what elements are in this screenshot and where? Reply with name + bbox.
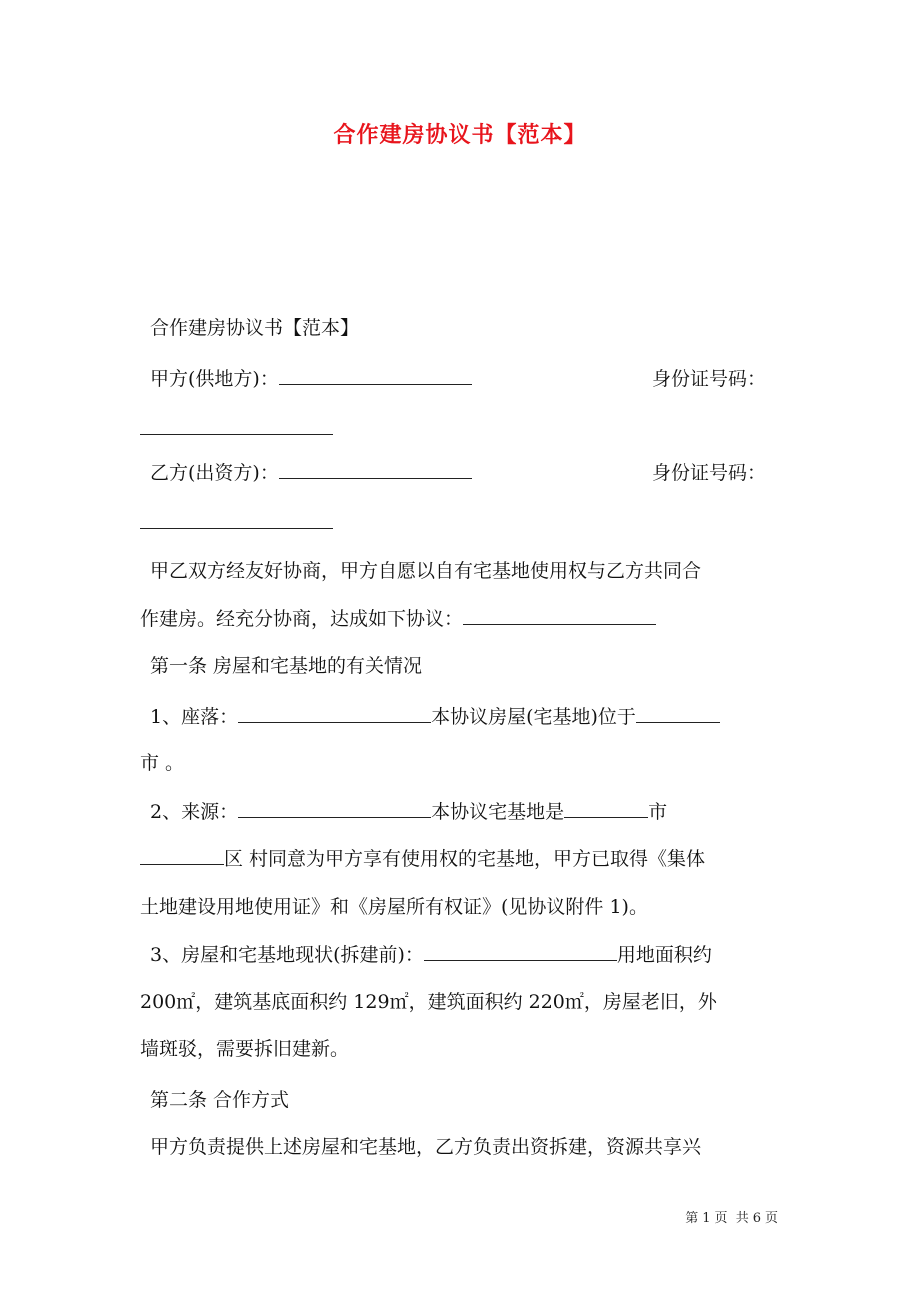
section-2-blank-b: [564, 799, 648, 818]
party-a-id-line: [140, 416, 333, 442]
section-1-text: 本协议房屋(宅基地)位于: [431, 706, 636, 728]
section-2-blank-c: [140, 846, 224, 865]
article-2-heading: 第二条 合作方式: [150, 1089, 290, 1111]
section-3-line-1: [150, 942, 712, 968]
party-a-id-blank: [140, 416, 333, 435]
party-b-label: 乙方(出资方)：: [150, 462, 279, 484]
doc-heading: 合作建房协议书【范本】: [150, 317, 360, 339]
page-footer: [683, 1207, 780, 1226]
section-2-line-2: [140, 846, 705, 872]
footer-label-b: 页: [714, 1211, 728, 1226]
footer-label-a: 第: [685, 1211, 699, 1226]
section-2-text: 本协议宅基地是: [431, 801, 565, 823]
document-title: 合作建房协议书【范本】: [333, 122, 587, 148]
party-b-id-label: 身份证号码：: [652, 462, 767, 484]
section-3-line-3: 墙斑驳，需要拆旧建新。: [140, 1038, 350, 1060]
section-3-label: 3、房屋和宅基地现状(拆建前)：: [150, 944, 424, 966]
intro-blank: [463, 606, 656, 625]
footer-label-c: 共: [735, 1211, 749, 1226]
section-1-line-2: 市 。: [140, 752, 185, 774]
party-a-blank: [279, 366, 472, 385]
party-a-id-label: 身份证号码：: [652, 368, 767, 390]
footer-label-d: 页: [764, 1211, 778, 1226]
page-total: 6: [752, 1211, 761, 1226]
party-a-label: 甲方(供地方)：: [150, 368, 279, 390]
section-3-line-2: 200㎡，建筑基底面积约 129㎡，建筑面积约 220㎡，房屋老旧，外: [140, 991, 717, 1013]
party-b-blank: [279, 460, 472, 479]
section-1-blank-a: [238, 704, 431, 723]
section-2-blank-a: [238, 799, 431, 818]
section-1-label: 1、座落：: [150, 706, 239, 728]
section-2-line-2-text: 区 村同意为甲方享有使用权的宅基地，甲方已取得《集体: [224, 848, 706, 870]
section-1-line-1: [150, 704, 720, 730]
party-b-id-line: [140, 510, 333, 536]
party-a-line: [150, 366, 472, 392]
section-3-blank: [424, 942, 617, 961]
section-3-text: 用地面积约: [616, 944, 712, 966]
section-2-line-3: 土地建设用地使用证》和《房屋所有权证》(见协议附件 1)。: [140, 896, 648, 918]
article-1-heading: 第一条 房屋和宅基地的有关情况: [150, 655, 423, 677]
party-b-id-blank: [140, 510, 333, 529]
party-b-line: [150, 460, 472, 486]
section-1-blank-b: [636, 704, 720, 723]
intro-line-1: 甲乙双方经友好协商，甲方自愿以自有宅基地使用权与乙方共同合: [150, 560, 702, 582]
intro-line-2: [140, 606, 656, 632]
section-2-city: 市: [648, 801, 668, 823]
page-current: 1: [702, 1211, 711, 1226]
section-2-line-1: [150, 799, 667, 825]
article-2-line-1: 甲方负责提供上述房屋和宅基地，乙方负责出资拆建，资源共享兴: [150, 1136, 702, 1158]
section-2-label: 2、来源：: [150, 801, 239, 823]
intro-line-2-text: 作建房。经充分协商，达成如下协议：: [140, 608, 464, 630]
